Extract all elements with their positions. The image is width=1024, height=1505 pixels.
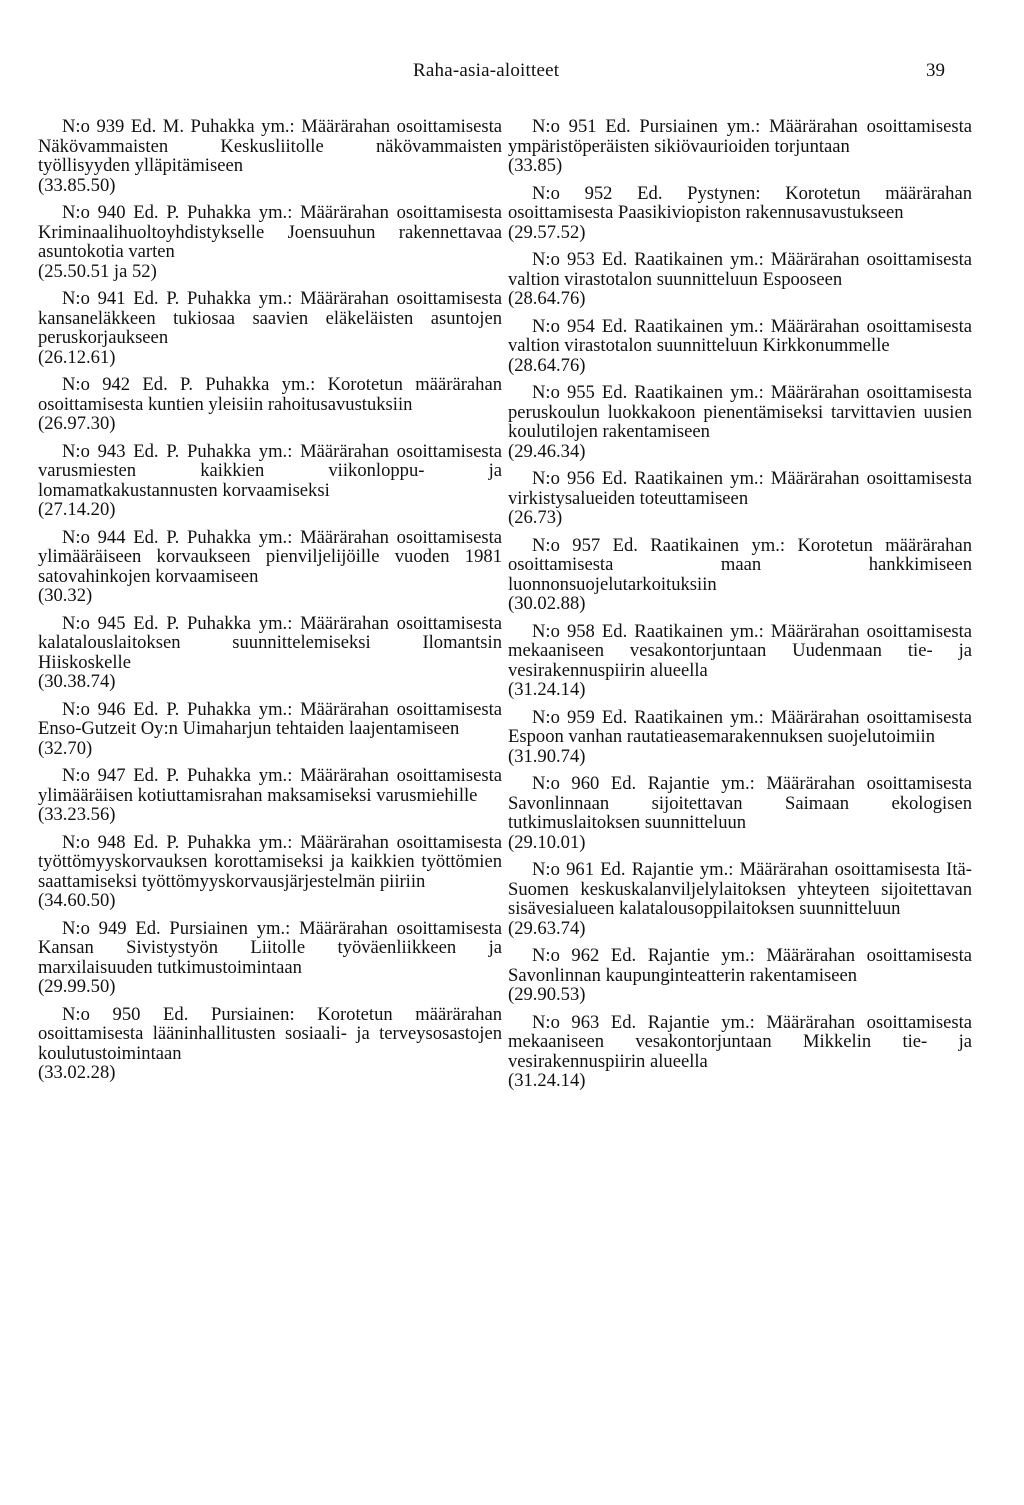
motion-entry bbox=[508, 469, 972, 528]
motion-entry bbox=[508, 622, 972, 700]
motion-text: N:o 962 Ed. Rajantie ym.: Määrärahan osoittamisesta Savonlinnan kaupunginteatterin rakentamiseen bbox=[508, 945, 972, 986]
motion-text: N:o 957 Ed. Raatikainen ym.: Korotetun määrärahan osoittamisesta maan hankkimiseen luonnonsuojelutarkoituksiin bbox=[508, 534, 972, 595]
motion-entry bbox=[508, 117, 972, 176]
motion-text: N:o 942 Ed. P. Puhakka ym.: Korotetun määrärahan osoittamisesta kuntien yleisiin rahoitusavustuksiin bbox=[38, 374, 502, 415]
motion-text: N:o 960 Ed. Rajantie ym.: Määrärahan osoittamisesta Savonlinnaan sijoitettavan Saimaan ekologisen tutkimuslaitoksen suunnitteluun bbox=[508, 773, 972, 833]
budget-code: (29.63.74) bbox=[508, 917, 586, 939]
motion-text: N:o 956 Ed. Raatikainen ym.: Määrärahan osoittamisesta virkistysalueiden toteuttamiseen bbox=[508, 468, 972, 509]
motion-entry bbox=[508, 184, 972, 243]
motion-entry bbox=[38, 700, 502, 759]
motion-entry bbox=[508, 1013, 972, 1091]
motion-entry bbox=[38, 919, 502, 997]
motion-text: N:o 961 Ed. Rajantie ym.: Määrärahan osoittamisesta Itä-Suomen keskuskalanviljelylaitoksen yhteyteen sijoitettavan sisävesialueen kalatalousoppilaitoksen suunnitteluun bbox=[508, 859, 972, 919]
budget-code: (28.64.76) bbox=[508, 288, 586, 309]
motion-entry bbox=[508, 317, 972, 376]
motion-text: N:o 959 Ed. Raatikainen ym.: Määrärahan osoittamisesta Espoon vanhan rautatieasemarakennuksen suojelutoimiin bbox=[508, 706, 972, 747]
budget-code: (26.97.30) bbox=[38, 413, 116, 434]
motion-entry bbox=[38, 375, 502, 434]
budget-code: (33.23.56) bbox=[38, 804, 116, 825]
motion-text: N:o 952 Ed. Pystynen: Korotetun määrärahan osoittamisesta Paasikiviopiston rakennusavustukseen bbox=[508, 182, 972, 223]
budget-code: (33.85) bbox=[508, 155, 563, 176]
budget-code: (31.90.74) bbox=[508, 745, 586, 767]
budget-code: (29.57.52) bbox=[508, 221, 586, 243]
motion-entry bbox=[38, 614, 502, 692]
budget-code: (31.24.14) bbox=[508, 1070, 586, 1091]
motion-entry bbox=[38, 117, 502, 195]
motion-text: N:o 950 Ed. Pursiainen: Korotetun määrärahan osoittamisesta lääninhallitusten sosiaali- ja terveysosastojen koulutustoimintaan bbox=[38, 1003, 502, 1064]
budget-code: (29.90.53) bbox=[508, 984, 586, 1005]
budget-code: (30.32) bbox=[38, 585, 93, 606]
budget-code: (30.38.74) bbox=[38, 671, 116, 692]
motion-text: N:o 951 Ed. Pursiainen ym.: Määrärahan osoittamisesta ympäristöperäisten sikiövaurioiden torjuntaan bbox=[508, 116, 972, 157]
budget-code: (31.24.14) bbox=[508, 679, 586, 700]
motion-entry bbox=[38, 766, 502, 825]
motion-text: N:o 955 Ed. Raatikainen ym.: Määrärahan osoittamisesta peruskoulun luokkakoon pienentämiseksi tarvittavien uusien koulutilojen rakentamiseen bbox=[508, 382, 972, 442]
budget-code: (29.10.01) bbox=[508, 831, 586, 853]
motion-entry bbox=[508, 250, 972, 309]
motion-text: N:o 954 Ed. Raatikainen ym.: Määrärahan osoittamisesta valtion virastotalon suunnitteluun Kirkkonummelle bbox=[508, 315, 972, 356]
motion-entry bbox=[38, 442, 502, 520]
motion-text: N:o 949 Ed. Pursiainen ym.: Määrärahan osoittamisesta Kansan Sivistystyön Liitolle työväenliikkeen ja marxilaisuuden tutkimustoimintaan bbox=[38, 917, 502, 978]
motion-text: N:o 943 Ed. P. Puhakka ym.: Määrärahan osoittamisesta varusmiesten kaikkien viikonloppu- ja lomamatkakustannusten korvaamiseksi bbox=[38, 440, 502, 501]
motion-text: N:o 947 Ed. P. Puhakka ym.: Määrärahan osoittamisesta ylimääräisen kotiuttamisrahan maksamiseksi varusmiehille bbox=[38, 765, 502, 806]
budget-code: (25.50.51 ja 52) bbox=[38, 260, 157, 282]
right-column bbox=[508, 117, 972, 1099]
motion-text: N:o 939 Ed. M. Puhakka ym.: Määrärahan osoittamisesta Näkövammaisten Keskusliitolle näkövammaisten työllisyyden ylläpitämiseen bbox=[38, 116, 502, 176]
motion-entry bbox=[508, 383, 972, 461]
motion-text: N:o 963 Ed. Rajantie ym.: Määrärahan osoittamisesta mekaaniseen vesakontorjuntaan Mikkelin tie- ja vesirakennuspiirin alueella bbox=[508, 1011, 972, 1072]
budget-code: (27.14.20) bbox=[38, 499, 116, 520]
motion-entry bbox=[508, 708, 972, 767]
left-column bbox=[38, 117, 502, 1091]
budget-code: (29.46.34) bbox=[508, 440, 586, 462]
motion-text: N:o 953 Ed. Raatikainen ym.: Määrärahan osoittamisesta valtion virastotalon suunnitteluun Espooseen bbox=[508, 249, 972, 290]
budget-code: (26.73) bbox=[508, 507, 563, 528]
motion-text: N:o 941 Ed. P. Puhakka ym.: Määrärahan osoittamisesta kansaneläkkeen tukiosaa saavien eläkeläisten asuntojen peruskorjaukseen bbox=[38, 288, 502, 348]
motion-text: N:o 946 Ed. P. Puhakka ym.: Määrärahan osoittamisesta Enso-Gutzeit Oy:n Uimaharjun tehtaiden laajentamiseen bbox=[38, 698, 502, 739]
budget-code: (33.85.50) bbox=[38, 174, 116, 196]
budget-code: (33.02.28) bbox=[38, 1062, 116, 1083]
budget-code: (28.64.76) bbox=[508, 354, 586, 376]
running-header: Raha-asia-aloitteet bbox=[413, 60, 560, 81]
motion-text: N:o 948 Ed. P. Puhakka ym.: Määrärahan osoittamisesta työttömyyskorvauksen korottamiseksi ja kaikkien työttömien saattamiseksi työttömyyskorvausjärjestelmän piiriin bbox=[38, 831, 502, 892]
motion-entry bbox=[508, 774, 972, 852]
motion-entry bbox=[508, 860, 972, 938]
page-number: 39 bbox=[926, 60, 945, 81]
motion-entry bbox=[508, 946, 972, 1005]
budget-code: (32.70) bbox=[38, 737, 93, 759]
budget-code: (29.99.50) bbox=[38, 976, 116, 997]
budget-code: (34.60.50) bbox=[38, 890, 116, 911]
motion-entry bbox=[38, 289, 502, 367]
budget-code: (30.02.88) bbox=[508, 593, 586, 614]
motion-text: N:o 940 Ed. P. Puhakka ym.: Määrärahan osoittamisesta Kriminaalihuoltoyhdistykselle Joensuuhun rakennettavaa asuntokotia varten bbox=[38, 202, 502, 262]
budget-code: (26.12.61) bbox=[38, 346, 116, 368]
motion-entry bbox=[508, 536, 972, 614]
motion-entry bbox=[38, 833, 502, 911]
motion-entry bbox=[38, 1005, 502, 1083]
motion-text: N:o 944 Ed. P. Puhakka ym.: Määrärahan osoittamisesta ylimääräiseen korvaukseen pienviljelijöille vuoden 1981 satovahinkojen korvaamiseen bbox=[38, 526, 502, 587]
motion-entry bbox=[38, 528, 502, 606]
motion-entry bbox=[38, 203, 502, 281]
motion-text: N:o 945 Ed. P. Puhakka ym.: Määrärahan osoittamisesta kalatalouslaitoksen suunnittelemiseksi Ilomantsin Hiiskoskelle bbox=[38, 612, 502, 673]
motion-text: N:o 958 Ed. Raatikainen ym.: Määrärahan osoittamisesta mekaaniseen vesakontorjuntaan Uudenmaan tie- ja vesirakennuspiirin alueella bbox=[508, 620, 972, 681]
